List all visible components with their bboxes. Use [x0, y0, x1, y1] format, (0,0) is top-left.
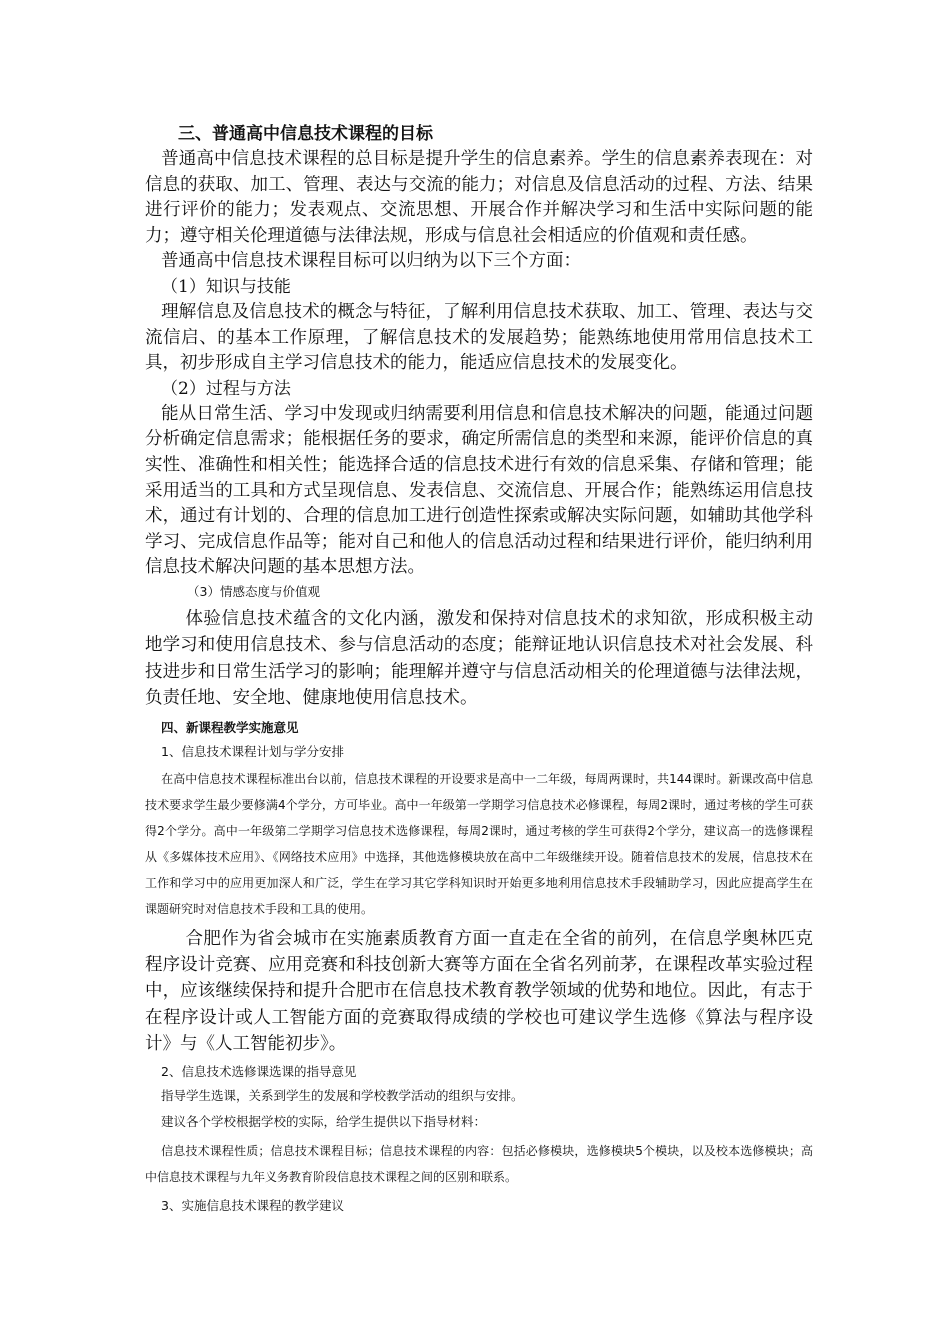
paragraph-text: 能从日常生活、学习中发现或归纳需要利用信息和信息技术解决的问题，能通过问题分析确定信息需求；能根据任务的要求，确定所需信息的类型和来源，能评价信息的真实性、准确性和相关性；能选择合适的信息技术进行有效的信息采集、存储和管理；能采用适当的工具和方式呈现信息、发表信息、交流信息、开展合作；能熟练运用信息技术，通过有计划的、合理的信息加工进行创造性探索或解决实际问题，如辅助其他学科学习、完成信息作品等；能对自己和他人的信息活动过程和结果进行评价，能归纳利用信息技术解决问题的基本思想方法。 [145, 403, 813, 578]
paragraph-text: 理解信息及信息技术的概念与特征，了解利用信息技术获取、加工、管理、表达与交流信启、的基本工作原理，了解信息技术的发展趋势；能熟练地使用常用信息技术工具，初步形成自主学习信息技术的能力，能适应信息技术的发展变化。 [145, 301, 813, 374]
section-4-title: 四、新课程教学实施意见 [161, 719, 299, 735]
paragraph-text: 信息技术课程性质；信息技术课程目标；信息技术课程的内容：包括必修模块，选修模块5个模块，以及校本选修模块；高中信息技术课程与九年义务教育阶段信息技术课程之间的区别和联系。 [145, 1143, 813, 1184]
paragraph-text: 普通高中信息技术课程目标可以归纳为以下三个方面： [161, 251, 581, 272]
section-3-title: 三、普通高中信息技术课程的目标 [178, 124, 433, 144]
goal-2-text [145, 402, 813, 581]
goal-3-text [145, 606, 813, 712]
paragraph-text: 在高中信息技术课程标准出台以前，信息技术课程的开设要求是高中一二年级，每周两课时，共144课时。新课改高中信息技术要求学生最少要修满4个学分，方可毕业。高中一年级第一学期学习信息技术必修课程，每周2课时，通过考核的学生可获得2个学分。高中一年级第二学期学习信息技术选修课程，每周2课时，通过考核的学生可获得2个学分，建议高一的选修课程从《多媒体技术应用》、《网络技术应用》中选择，其他选修模块放在高中二年级继续开设。随着信息技术的发展，信息技术在工作和学习中的应用更加深人和广泛，学生在学习其它学科知识时开始更多地利用信息技术手段辅助学习，因此应提高学生在课题研究时对信息技术手段和工具的使用。 [145, 771, 813, 916]
document-page [145, 122, 813, 1220]
goal-1-title: （1）知识与技能 [161, 276, 291, 297]
subsection-2-paragraph-1: 指导学生选课，关系到学生的发展和学校教学活动的组织与安排。 [161, 1087, 524, 1103]
subsection-3-title: 3、实施信息技术课程的教学建议 [161, 1197, 344, 1213]
section-3-paragraph-1 [145, 147, 813, 249]
subsection-2-paragraph-3 [145, 1138, 813, 1190]
subsection-1-text [145, 766, 813, 922]
section-3-paragraph-2 [145, 249, 813, 275]
goal-3-title: （3）情感态度与价值观 [187, 583, 320, 599]
subsection-2-title: 2、信息技术选修课选课的指导意见 [161, 1063, 357, 1079]
hefei-paragraph [145, 926, 813, 1058]
goal-1-text [145, 300, 813, 377]
subsection-1-title: 1、信息技术课程计划与学分安排 [161, 743, 344, 759]
paragraph-text: 体验信息技术蕴含的文化内涵，激发和保持对信息技术的求知欲，形成积极主动地学习和使用信息技术、参与信息活动的态度；能辩证地认识信息技术对社会发展、科技进步和日常生活学习的影响；能理解并遵守与信息活动相关的伦理道德与法律法规，负责任地、安全地、健康地使用信息技术。 [145, 608, 813, 709]
paragraph-text: 合肥作为省会城市在实施素质教育方面一直走在全省的前列，在信息学奥林匹克程序设计竞赛、应用竞赛和科技创新大赛等方面在全省名列前茅，在课程改革实验过程中，应该继续保持和提升合肥市在信息技术教育教学领域的优势和地位。因此，有志于在程序设计或人工智能方面的竞赛取得成绩的学校也可建议学生选修《算法与程序设计》与《人工智能初步》。 [145, 928, 813, 1055]
paragraph-text: 普通高中信息技术课程的总目标是提升学生的信息素养。学生的信息素养表现在：对信息的获取、加工、管理、表达与交流的能力；对信息及信息活动的过程、方法、结果进行评价的能力；发表观点、交流思想、开展合作并解决学习和生活中实际问题的能力；遵守相关伦理道德与法律法规，形成与信息社会相适应的价值观和责任感。 [145, 149, 813, 246]
subsection-2-paragraph-2: 建议各个学校根据学校的实际，给学生提供以下指导材料： [161, 1113, 487, 1129]
goal-2-title: （2）过程与方法 [161, 378, 291, 399]
